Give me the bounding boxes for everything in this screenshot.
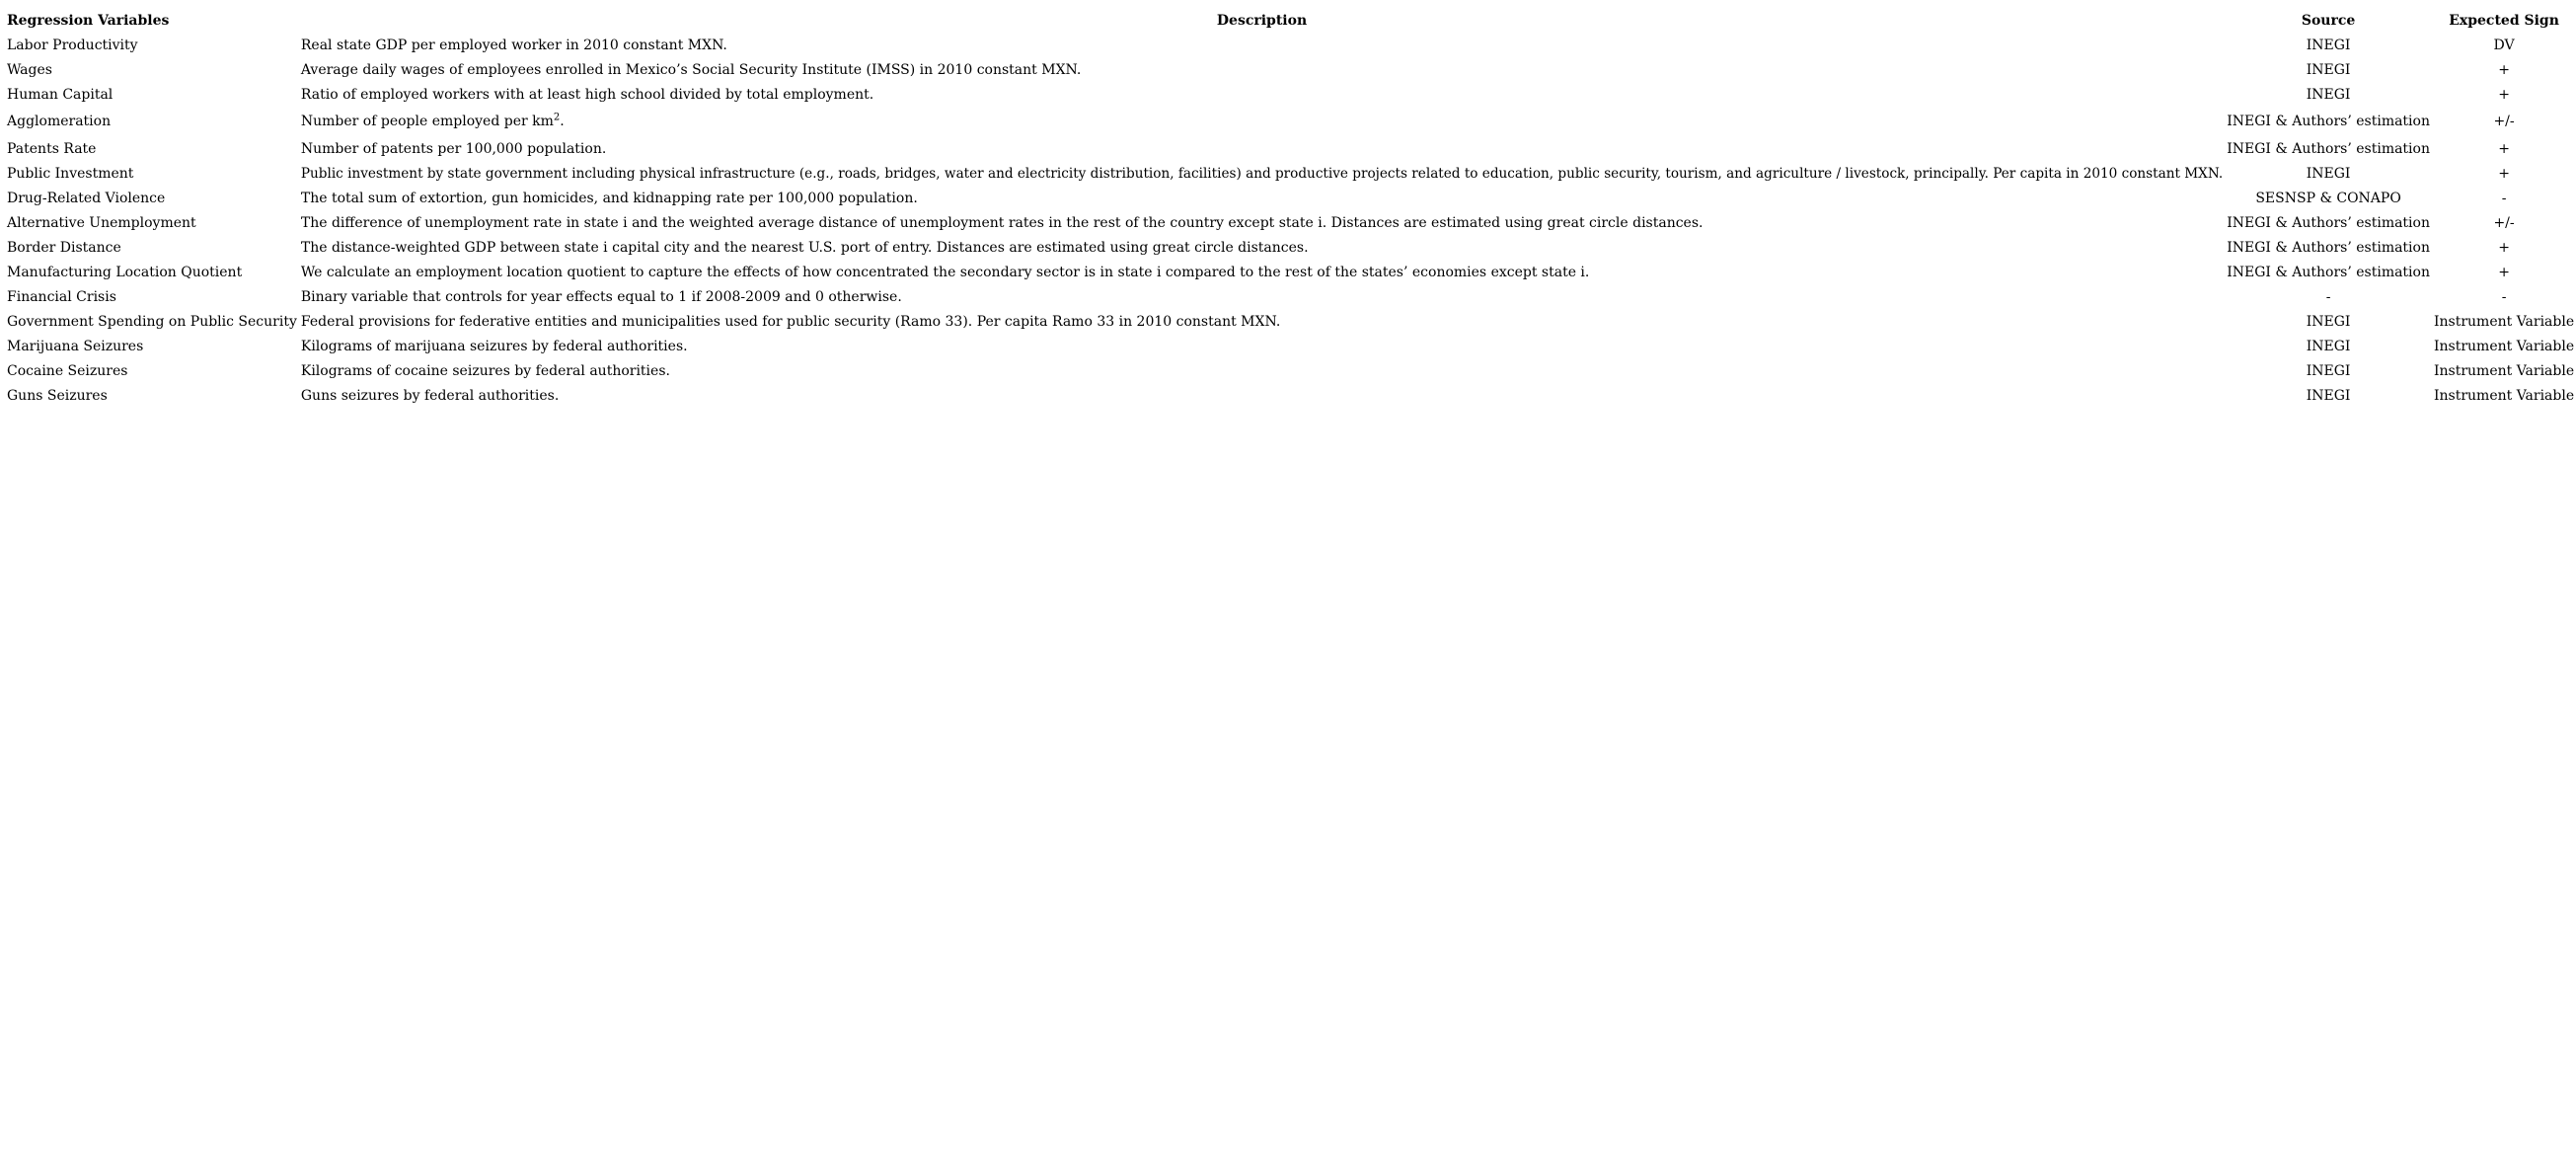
- table-row: [5, 334, 2576, 358]
- description-cell: Real state GDP per employed worker in 2010 constant MXN.: [300, 37, 727, 53]
- description-cell: Average daily wages of employees enrolled in Mexico’s Social Security Institute (IMSS) in 2010 constant MXN.: [300, 61, 1082, 78]
- sign-cell: Instrument Variable: [2433, 338, 2575, 354]
- table-row: [5, 260, 2576, 284]
- variable-cell: Manufacturing Location Quotient: [7, 264, 243, 280]
- description-tail: .: [560, 114, 565, 129]
- variable-cell: Alternative Unemployment: [7, 214, 196, 231]
- header-sign: Expected Sign: [2449, 12, 2559, 29]
- table-row: [5, 309, 2576, 334]
- source-cell: INEGI: [2306, 362, 2351, 379]
- variable-cell: Public Investment: [7, 165, 134, 182]
- table-row: [5, 235, 2576, 260]
- sign-cell: +: [2498, 239, 2510, 256]
- table-row: [5, 107, 2576, 136]
- sign-cell: Instrument Variable: [2433, 362, 2575, 379]
- sign-cell: -: [2501, 190, 2507, 206]
- variable-cell: Human Capital: [7, 86, 114, 103]
- table-row: [5, 161, 2576, 186]
- source-cell: INEGI: [2306, 338, 2351, 354]
- header-description: Description: [1216, 12, 1308, 29]
- sign-cell: +: [2498, 61, 2510, 78]
- sign-cell: +: [2498, 165, 2510, 182]
- variable-cell: Government Spending on Public Security: [7, 313, 297, 330]
- header-row: [5, 8, 2576, 33]
- description-cell: Kilograms of cocaine seizures by federal authorities.: [300, 362, 670, 379]
- variable-cell: Marijuana Seizures: [7, 338, 144, 354]
- sign-cell: +: [2498, 264, 2510, 280]
- variable-cell: Labor Productivity: [7, 37, 138, 53]
- variable-cell: Wages: [7, 61, 52, 78]
- variable-cell: Cocaine Seizures: [7, 362, 128, 379]
- table-header: [5, 8, 2576, 33]
- source-cell: INEGI & Authors’ estimation: [2227, 140, 2430, 157]
- table-row: [5, 186, 2576, 210]
- description-cell: We calculate an employment location quotient to capture the effects of how concentrated the secondary sector is in state i compared to the rest of the states’ economies except state i.: [300, 264, 1590, 280]
- sign-cell: Instrument Variable: [2433, 313, 2575, 330]
- source-cell: INEGI: [2306, 387, 2351, 404]
- superscript: 2: [553, 112, 561, 123]
- description-cell: Kilograms of marijuana seizures by federal authorities.: [300, 338, 688, 354]
- source-cell: INEGI & Authors’ estimation: [2227, 214, 2430, 231]
- sign-cell: DV: [2493, 37, 2515, 53]
- description-cell: Binary variable that controls for year effects equal to 1 if 2008-2009 and 0 otherwise.: [300, 288, 902, 305]
- sign-cell: +: [2498, 140, 2510, 157]
- source-cell: INEGI & Authors’ estimation: [2227, 264, 2430, 280]
- source-cell: -: [2325, 288, 2331, 305]
- description-cell: Public investment by state government including physical infrastructure (e.g., roads, bridges, water and electricity distribution, facilities) and productive projects related to education, public security, tourism, and agriculture / livestock, principally. Per capita in 2010 constant MXN.: [300, 165, 2224, 182]
- sign-cell: -: [2501, 288, 2507, 305]
- source-cell: INEGI & Authors’ estimation: [2227, 114, 2430, 129]
- sign-cell: +/-: [2493, 114, 2515, 129]
- source-cell: SESNSP & CONAPO: [2255, 190, 2401, 206]
- description-cell: Federal provisions for federative entities and municipalities used for public security (Ramo 33). Per capita Ramo 33 in 2010 constant MXN.: [300, 313, 1281, 330]
- source-cell: INEGI: [2306, 165, 2351, 182]
- sign-cell: +: [2498, 86, 2510, 103]
- description-cell: [299, 107, 2225, 136]
- source-cell: INEGI: [2306, 37, 2351, 53]
- variable-cell: Drug-Related Violence: [7, 190, 166, 206]
- table-row: [5, 57, 2576, 82]
- sign-cell: Instrument Variable: [2433, 387, 2575, 404]
- variable-cell: Guns Seizures: [7, 387, 108, 404]
- table-body: [5, 33, 2576, 408]
- table-row: [5, 358, 2576, 383]
- description-cell: Number of patents per 100,000 population.: [300, 140, 607, 157]
- description-cell: The difference of unemployment rate in state i and the weighted average distance of unemployment rates in the rest of the country except state i. Distances are estimated using great circle distances.: [300, 214, 1704, 231]
- description-cell: Guns seizures by federal authorities.: [300, 387, 560, 404]
- table-row: [5, 383, 2576, 408]
- header-source: Source: [2301, 12, 2356, 29]
- table-row: [5, 33, 2576, 57]
- table-row: [5, 210, 2576, 235]
- variable-cell: Agglomeration: [7, 114, 112, 129]
- table-row: [5, 82, 2576, 107]
- table-row: [5, 136, 2576, 161]
- variable-cell: Patents Rate: [7, 140, 97, 157]
- variable-cell: Border Distance: [7, 239, 121, 256]
- sign-cell: +/-: [2493, 214, 2515, 231]
- variable-cell: Financial Crisis: [7, 288, 116, 305]
- description-cell: The distance-weighted GDP between state i capital city and the nearest U.S. port of entry. Distances are estimated using great circle distances.: [300, 239, 1309, 256]
- description-cell: Ratio of employed workers with at least high school divided by total employment.: [300, 86, 874, 103]
- source-cell: INEGI: [2306, 61, 2351, 78]
- description-text: Number of people employed per km: [300, 114, 554, 129]
- header-variable: Regression Variables: [7, 12, 170, 29]
- source-cell: INEGI & Authors’ estimation: [2227, 239, 2430, 256]
- regression-variables-table: [5, 8, 2576, 408]
- source-cell: INEGI: [2306, 313, 2351, 330]
- description-cell: The total sum of extortion, gun homicides, and kidnapping rate per 100,000 population.: [300, 190, 918, 206]
- source-cell: INEGI: [2306, 86, 2351, 103]
- table-row: [5, 284, 2576, 309]
